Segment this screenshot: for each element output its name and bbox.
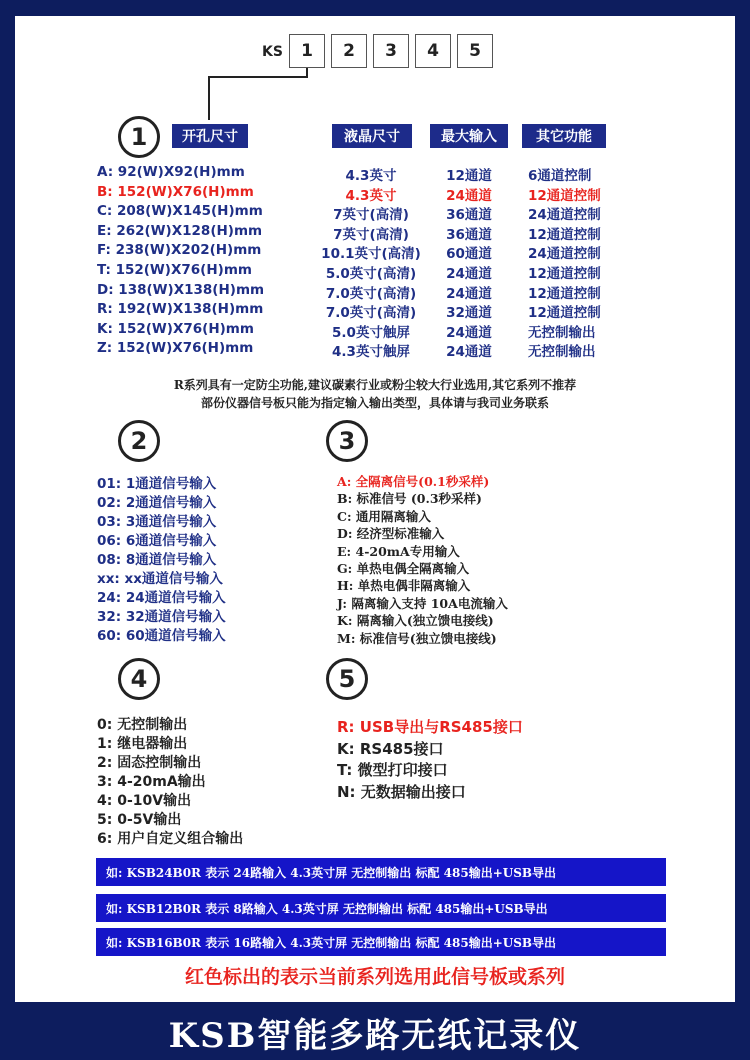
- code-box-2: 2: [331, 34, 367, 68]
- cutout-size-cell: K: 152(W)X76(H)mm: [97, 320, 254, 337]
- lcd-size-cell: 4.3英寸触屏: [332, 344, 410, 361]
- section-number-1: 1: [118, 116, 160, 158]
- max-input-cell: 24通道: [446, 324, 492, 341]
- connector-line: [208, 76, 210, 120]
- max-input-cell: 24通道: [446, 266, 492, 282]
- data-interface-item: T: 微型打印接口: [337, 761, 448, 779]
- cutout-size-cell: F: 238(W)X202(H)mm: [97, 242, 262, 259]
- lcd-size-cell: 10.1英寸(高清): [321, 246, 421, 263]
- input-type-item: B: 标准信号 (0.3秒采样): [337, 491, 482, 507]
- input-channel-item: 02: 2通道信号输入: [97, 495, 217, 511]
- lcd-size-cell: 7英寸(高清): [333, 226, 409, 243]
- input-type-item: D: 经济型标准输入: [337, 526, 445, 542]
- other-function-cell: 12通道控制: [528, 285, 601, 302]
- cutout-size-cell: C: 208(W)X145(H)mm: [97, 203, 263, 220]
- control-output-item: 0: 无控制输出: [97, 717, 188, 733]
- lcd-size-cell: 4.3英寸: [345, 187, 397, 204]
- lcd-size-cell: 7.0英寸(高清): [325, 305, 417, 322]
- input-type-item: G: 单热电偶全隔离输入: [337, 561, 470, 576]
- cutout-size-cell: T: 152(W)X76(H)mm: [97, 262, 252, 278]
- code-box-4: 4: [415, 34, 451, 68]
- section-number-4: 4: [118, 658, 160, 700]
- cutout-size-cell: E: 262(W)X128(H)mm: [97, 222, 263, 239]
- header-other-functions: 其它功能: [522, 124, 606, 148]
- board-note: 部份仪器信号板只能为指定输入输出类型，具体请与我司业务联系: [200, 396, 549, 410]
- lcd-size-cell: 5.0英寸(高清): [325, 266, 417, 282]
- max-input-cell: 24通道: [446, 344, 492, 361]
- input-type-item: C: 通用隔离输入: [337, 508, 431, 524]
- input-channel-item: 08: 8通道信号输入: [97, 552, 217, 568]
- max-input-cell: 60通道: [446, 246, 492, 263]
- other-function-cell: 无控制输出: [528, 344, 596, 361]
- other-function-cell: 12通道控制: [528, 305, 601, 322]
- cutout-size-cell: D: 138(W)X138(H)mm: [97, 281, 265, 298]
- example-bar: 如: KSB12B0R 表示 8路输入 4.3英寸屏 无控制输出 标配 485输出+USB导出: [96, 894, 666, 922]
- example-bar: 如: KSB16B0R 表示 16路输入 4.3英寸屏 无控制输出 标配 485输出+USB导出: [96, 928, 666, 956]
- other-function-cell: 6通道控制: [528, 168, 592, 184]
- cutout-size-cell: R: 192(W)X138(H)mm: [97, 301, 264, 318]
- input-channel-item: 01: 1通道信号输入: [97, 476, 217, 492]
- control-output-item: 6: 用户自定义组合输出: [97, 831, 244, 847]
- input-type-item: E: 4-20mA专用输入: [337, 543, 460, 559]
- header-max-input: 最大输入: [430, 124, 508, 148]
- connector-line: [208, 76, 308, 78]
- data-interface-item: N: 无数据输出接口: [337, 782, 466, 801]
- other-function-cell: 24通道控制: [528, 246, 601, 263]
- control-output-item: 5: 0-5V输出: [97, 812, 182, 828]
- max-input-cell: 32通道: [446, 305, 492, 322]
- cutout-size-cell: A: 92(W)X92(H)mm: [97, 164, 245, 180]
- other-function-cell: 12通道控制: [528, 226, 601, 243]
- control-output-item: 2: 固态控制输出: [97, 755, 202, 771]
- header-cutout-size: 开孔尺寸: [172, 124, 248, 148]
- input-type-item: A: 全隔离信号(0.1秒采样): [337, 474, 490, 489]
- data-interface-item: K: RS485接口: [337, 739, 444, 758]
- max-input-cell: 12通道: [446, 168, 492, 184]
- section-number-2: 2: [118, 420, 160, 462]
- input-channel-item: 24: 24通道信号输入: [97, 590, 226, 606]
- max-input-cell: 24通道: [446, 285, 492, 302]
- lcd-size-cell: 5.0英寸触屏: [332, 324, 410, 341]
- section-number-3: 3: [326, 420, 368, 462]
- example-bar: 如: KSB24B0R 表示 24路输入 4.3英寸屏 无控制输出 标配 485输出+USB导出: [96, 858, 666, 886]
- lcd-size-cell: 7.0英寸(高清): [325, 285, 417, 302]
- other-function-cell: 24通道控制: [528, 207, 601, 224]
- section-number-5: 5: [326, 658, 368, 700]
- other-function-cell: 12通道控制: [528, 187, 601, 204]
- max-input-cell: 36通道: [446, 207, 492, 224]
- input-type-item: M: 标准信号(独立馈电接线): [337, 630, 497, 646]
- control-output-item: 1: 继电器输出: [97, 736, 188, 752]
- max-input-cell: 24通道: [446, 187, 492, 204]
- control-output-item: 3: 4-20mA输出: [97, 774, 206, 790]
- input-channel-item: 06: 6通道信号输入: [97, 533, 217, 549]
- code-box-3: 3: [373, 34, 409, 68]
- model-prefix: KS: [262, 44, 283, 60]
- lcd-size-cell: 4.3英寸: [345, 168, 397, 184]
- footer-title: KSB智能多路无纸记录仪: [168, 1016, 582, 1056]
- other-function-cell: 无控制输出: [528, 324, 596, 341]
- input-channel-item: 32: 32通道信号输入: [97, 609, 226, 625]
- other-function-cell: 12通道控制: [528, 266, 601, 282]
- control-output-item: 4: 0-10V输出: [97, 793, 192, 809]
- header-lcd-size: 液晶尺寸: [332, 124, 412, 148]
- input-type-item: K: 隔离输入(独立馈电接线): [337, 613, 494, 629]
- input-channel-item: 03: 3通道信号输入: [97, 514, 217, 530]
- input-type-item: J: 隔离输入支持 10A电流输入: [337, 595, 508, 611]
- cutout-size-cell: Z: 152(W)X76(H)mm: [97, 340, 254, 357]
- lcd-size-cell: 7英寸(高清): [333, 207, 409, 224]
- input-channel-item: 60: 60通道信号输入: [97, 628, 226, 644]
- cutout-size-cell: B: 152(W)X76(H)mm: [97, 183, 254, 200]
- input-type-item: H: 单热电偶非隔离输入: [337, 578, 471, 594]
- dust-note: R系列具有一定防尘功能,建议碳素行业或粉尘较大行业选用,其它系列不推荐: [173, 378, 577, 392]
- red-highlight-note: 红色标出的表示当前系列选用此信号板或系列: [184, 966, 565, 988]
- code-box-5: 5: [457, 34, 493, 68]
- max-input-cell: 36通道: [446, 226, 492, 243]
- input-channel-item: xx: xx通道信号输入: [97, 571, 223, 587]
- code-box-1: 1: [289, 34, 325, 68]
- data-interface-item: R: USB导出与RS485接口: [337, 718, 523, 736]
